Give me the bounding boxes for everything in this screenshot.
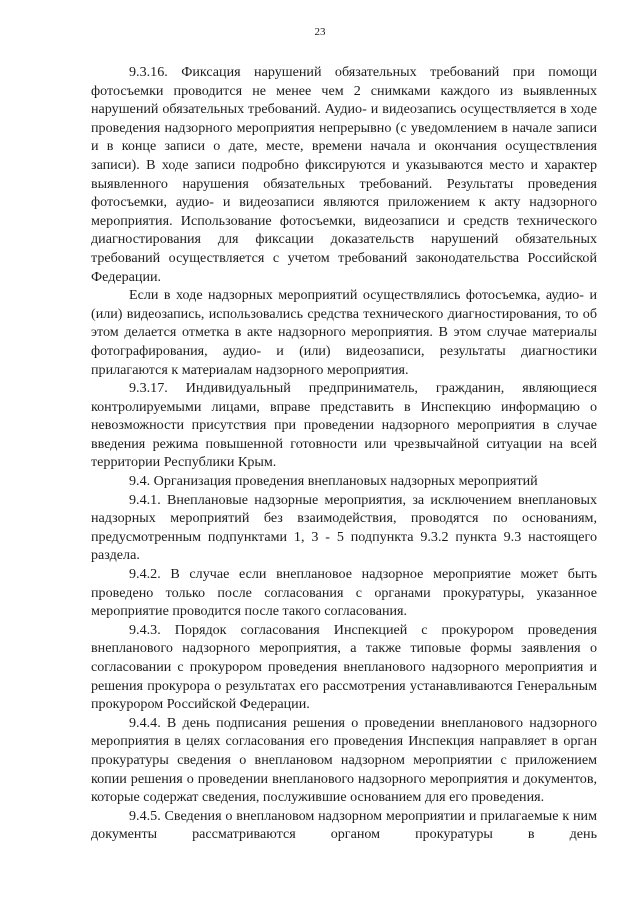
page-number: 23 xyxy=(314,26,326,38)
section-heading-9-4: 9.4. Организация проведения внеплановых надзорных мероприятий xyxy=(129,473,538,490)
paragraph-9-4-3: 9.4.3. Порядок согласования Инспекцией с прокурором проведения внепланового надзорного мероприятия, а также типовые формы заявления о согласовании с прокурором проведения внепланового надзорного мероприятия и решения прокурора о результатах его рассмотрения устанавливаются Генеральным прокурором Российской Федерации. xyxy=(91,621,597,713)
paragraph-9-4-5: 9.4.5. Сведения о внеплановом надзорном мероприятии и прилагаемые к ним документы рассматриваются органом прокуратуры в день xyxy=(91,807,597,843)
paragraph-9-4-4: 9.4.4. В день подписания решения о проведении внепланового надзорного мероприятия в целях согласования его проведения Инспекция направляет в орган прокуратуры сведения о внеплановом надзорном мероприятии с приложением копии решения о проведении внепланового надзорного мероприятия и документов, которые содержат сведения, послужившие основанием для его проведения. xyxy=(91,714,597,806)
paragraph-9-4-2: 9.4.2. В случае если внеплановое надзорное мероприятие может быть проведено только после согласования с органами прокуратуры, указанное мероприятие проводится после такого согласования. xyxy=(91,566,597,620)
document-body xyxy=(91,63,597,844)
paragraph-9-3-17: 9.3.17. Индивидуальный предприниматель, гражданин, являющиеся контролируемыми лицами, вправе представить в Инспекцию информацию о невозможности присутствия при проведении надзорного мероприятия в случае введения режима повышенной готовности или чрезвычайной ситуации на всей территории Республики Крым. xyxy=(91,380,597,471)
paragraph-9-3-16: 9.3.16. Фиксация нарушений обязательных требований при помощи фотосъемки проводится не менее чем 2 снимками каждого из выявленных нарушений обязательных требований. Аудио- и видеозапись осуществляется в ходе проведения надзорного мероприятия непрерывно (с уведомлением в начале записи и в конце записи о дате, месте, времени начала и окончания осуществления записи). В ходе записи подробно фиксируются и указываются место и характер выявленного нарушения обязательных требований. Результаты проведения фотосъемки, аудио- и видеозаписи являются приложением к акту надзорного мероприятия. Использование фотосъемки, видеозаписи и средств технического диагностирования для фиксации доказательств нарушений обязательных требований осуществляется с учетом требований законодательства Российской Федерации. xyxy=(91,64,597,285)
paragraph-9-4-1: 9.4.1. Внеплановые надзорные мероприятия, за исключением внеплановых надзорных мероприятий без взаимодействия, проводятся по основаниям, предусмотренным подпунктами 1, 3 - 5 подпункта 9.3.2 пункта 9.3 настоящего раздела. xyxy=(91,491,597,564)
paragraph-photo-video-note: Если в ходе надзорных мероприятий осуществлялись фотосъемка, аудио- и (или) видеозапись, использовались средства технического диагностирования, то об этом делается отметка в акте надзорного мероприятия. В этом случае материалы фотографирования, аудио- и (или) видеозаписи, результаты диагностики прилагаются к материалам надзорного мероприятия. xyxy=(91,287,597,378)
